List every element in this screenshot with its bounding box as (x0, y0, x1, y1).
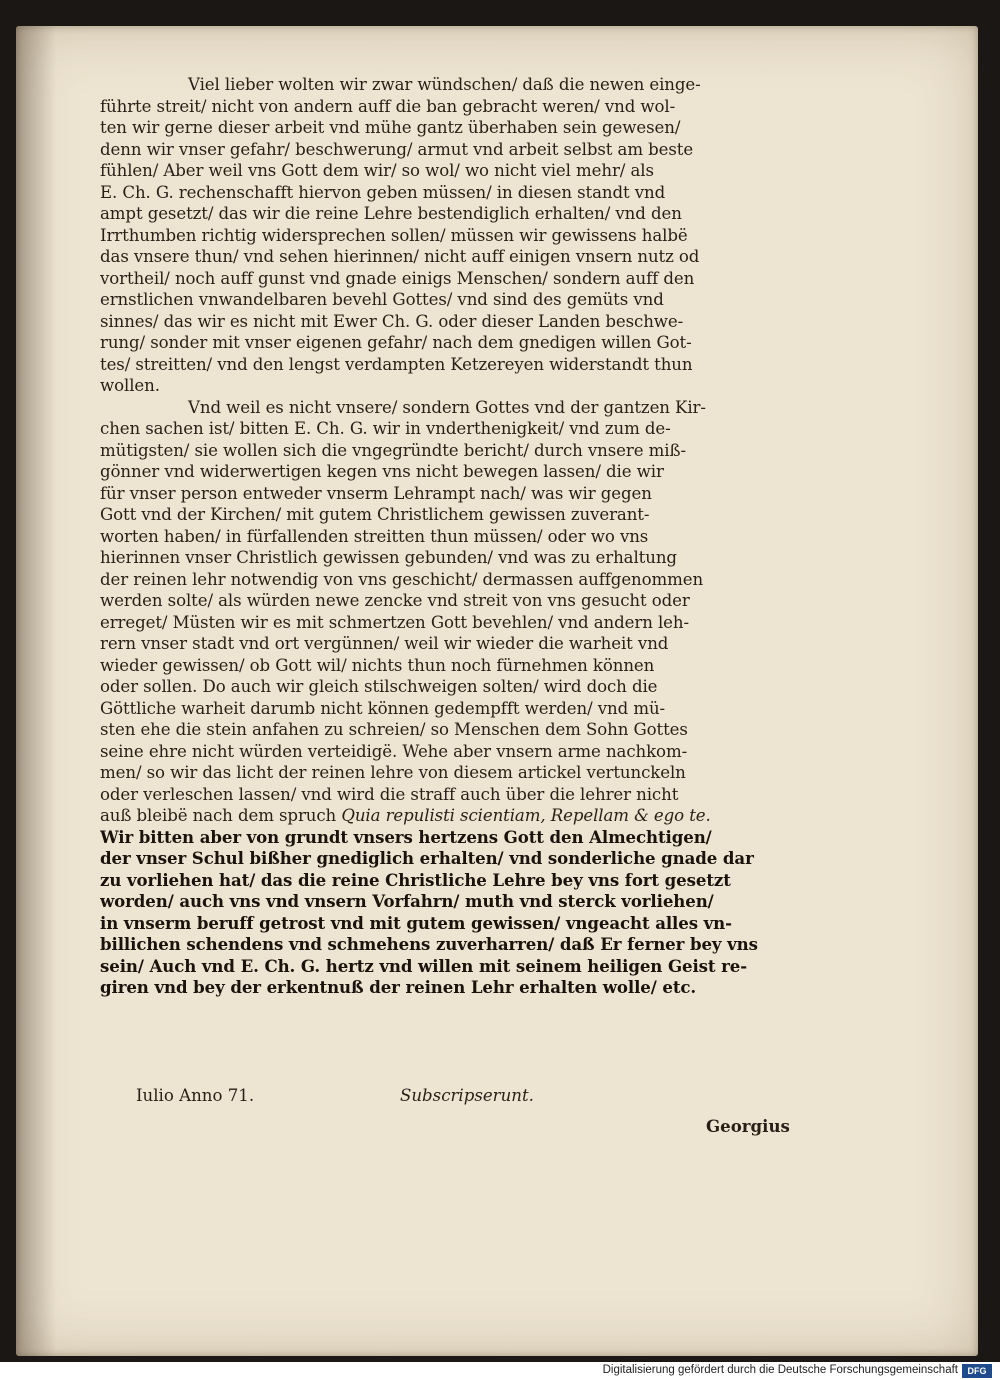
text-line: hierinnen vnser Christlich gewissen gebunden/ vnd was zu erhaltung (100, 548, 677, 567)
dfg-logo-icon: DFG (962, 1364, 992, 1378)
text-line: der reinen lehr notwendig von vns geschicht/ dermassen auffgenommen (100, 569, 704, 589)
closing-line: sein/ Auch vnd E. Ch. G. hertz vnd willen mit seinem heiligen Geist re- (100, 955, 748, 976)
date-line: Iulio Anno 71. (136, 1086, 255, 1105)
text-line: rern vnser stadt vnd ort vergünnen/ weil wir wieder die warheit vnd (100, 634, 669, 653)
document-page (16, 26, 978, 1356)
text-line: erreget/ Müsten wir es mit schmertzen Gott bevehlen/ vnd andern leh- (100, 612, 689, 632)
text-line (100, 805, 800, 827)
closing-line: billichen schendens vnd schmehens zuverharren/ daß Er ferner bey vns (100, 934, 758, 954)
text-line: worten haben/ in fürfallenden streitten thun müssen/ oder wo vns (100, 526, 649, 546)
closing-line: giren vnd bey der erkentnuß der reinen Lehr erhalten wolle/ etc. (100, 977, 697, 997)
closing-line: Wir bitten aber von grundt vnsers hertzens Gott den Almechtigen/ (100, 826, 712, 847)
closing-line: in vnserm beruff getrost vnd mit gutem gewissen/ vngeacht alles vn- (100, 912, 732, 933)
text-line: Gott vnd der Kirchen/ mit gutem Christlichem gewissen zuverant- (100, 505, 650, 524)
text-line: oder verleschen lassen/ vnd wird die straff auch über die lehrer nicht (100, 784, 679, 804)
text-line: Viel lieber wolten wir zwar wündschen/ daß die newen einge- (188, 75, 701, 94)
text-line: rung/ sonder mit vnser eigenen gefahr/ nach dem gnedigen willen Got- (100, 333, 692, 352)
text-line: führte streit/ nicht von andern auff die ban gebracht weren/ vnd wol- (100, 96, 676, 116)
text-line: wieder gewissen/ ob Gott wil/ nichts thun noch fürnehmen können (100, 655, 655, 675)
text-line: sinnes/ das wir es nicht mit Ewer Ch. G. oder dieser Landen beschwe- (100, 311, 684, 331)
text-line: ampt gesetzt/ das wir die reine Lehre bestendiglich erhalten/ vnd den (100, 204, 682, 223)
closing-line: der vnser Schul bißher gnediglich erhalten/ vnd sonderliche gnade dar (100, 848, 754, 868)
body-text (100, 74, 800, 999)
text-line: ernstlichen vnwandelbaren bevehl Gottes/ vnd sind des gemüts vnd (100, 290, 664, 309)
footer-credit: Digitalisierung gefördert durch die Deutsche Forschungsgemeinschaft (602, 1364, 958, 1376)
signature-name: Georgius (706, 1116, 790, 1136)
subscripserunt-label: Subscripserunt. (400, 1086, 534, 1105)
latin-quote: Quia repulisti scientiam, Repellam & ego te. (341, 806, 711, 825)
text-line: denn wir vnser gefahr/ beschwerung/ armut vnd arbeit selbst am beste (100, 139, 694, 159)
text-line: sten ehe die stein anfahen zu schreien/ so Menschen dem Sohn Gottes (100, 720, 688, 739)
text-line: vortheil/ noch auff gunst vnd gnade einigs Menschen/ sondern auff den (100, 268, 695, 288)
text-line: ten wir gerne dieser arbeit vnd mühe gantz überhaben sein gewesen/ (100, 118, 681, 137)
text-line: oder sollen. Do auch wir gleich stilschweigen solten/ wird doch die (100, 677, 658, 696)
text-line: wollen. (100, 376, 160, 395)
text-line: Göttliche warheit darumb nicht können gedempfft werden/ vnd mü- (100, 698, 666, 718)
text-line: men/ so wir das licht der reinen lehre von diesem artickel vertunckeln (100, 763, 686, 782)
text-line: chen sachen ist/ bitten E. Ch. G. wir in vnderthenigkeit/ vnd zum de- (100, 419, 671, 438)
text-line: fühlen/ Aber weil vns Gott dem wir/ so wol/ wo nicht viel mehr/ als (100, 161, 654, 180)
text-line-segment: auß bleibë nach dem spruch (100, 806, 337, 825)
text-line: Vnd weil es nicht vnsere/ sondern Gottes vnd der gantzen Kir- (188, 397, 706, 417)
closing-line: worden/ auch vns vnd vnsern Vorfahrn/ muth vnd sterck vorliehen/ (100, 891, 714, 911)
text-line: seine ehre nicht würden verteidigë. Wehe aber vnsern arme nachkom- (100, 741, 688, 761)
text-line: für vnser person entweder vnserm Lehrampt nach/ was wir gegen (100, 483, 652, 503)
text-line: werden solte/ als würden newe zencke vnd streit von vns gesucht oder (100, 591, 690, 610)
text-line: das vnsere thun/ vnd sehen hierinnen/ nicht auff einigen vnsern nutz od (100, 247, 700, 266)
text-line: tes/ streitten/ vnd den lengst verdampten Ketzereyen widerstandt thun (100, 354, 693, 374)
text-line: mütigsten/ sie wollen sich die vngegründte bericht/ durch vnsere miß- (100, 440, 686, 460)
closing-line: zu vorliehen hat/ das die reine Christliche Lehre bey vns fort gesetzt (100, 869, 731, 890)
text-line: E. Ch. G. rechenschafft hiervon geben müssen/ in diesen standt vnd (100, 182, 666, 202)
text-line: Irrthumben richtig widersprechen sollen/ müssen wir gewissens halbë (100, 225, 688, 245)
text-line: gönner vnd widerwertigen kegen vns nicht bewegen lassen/ die wir (100, 462, 664, 481)
footer-bar (0, 1362, 1000, 1380)
